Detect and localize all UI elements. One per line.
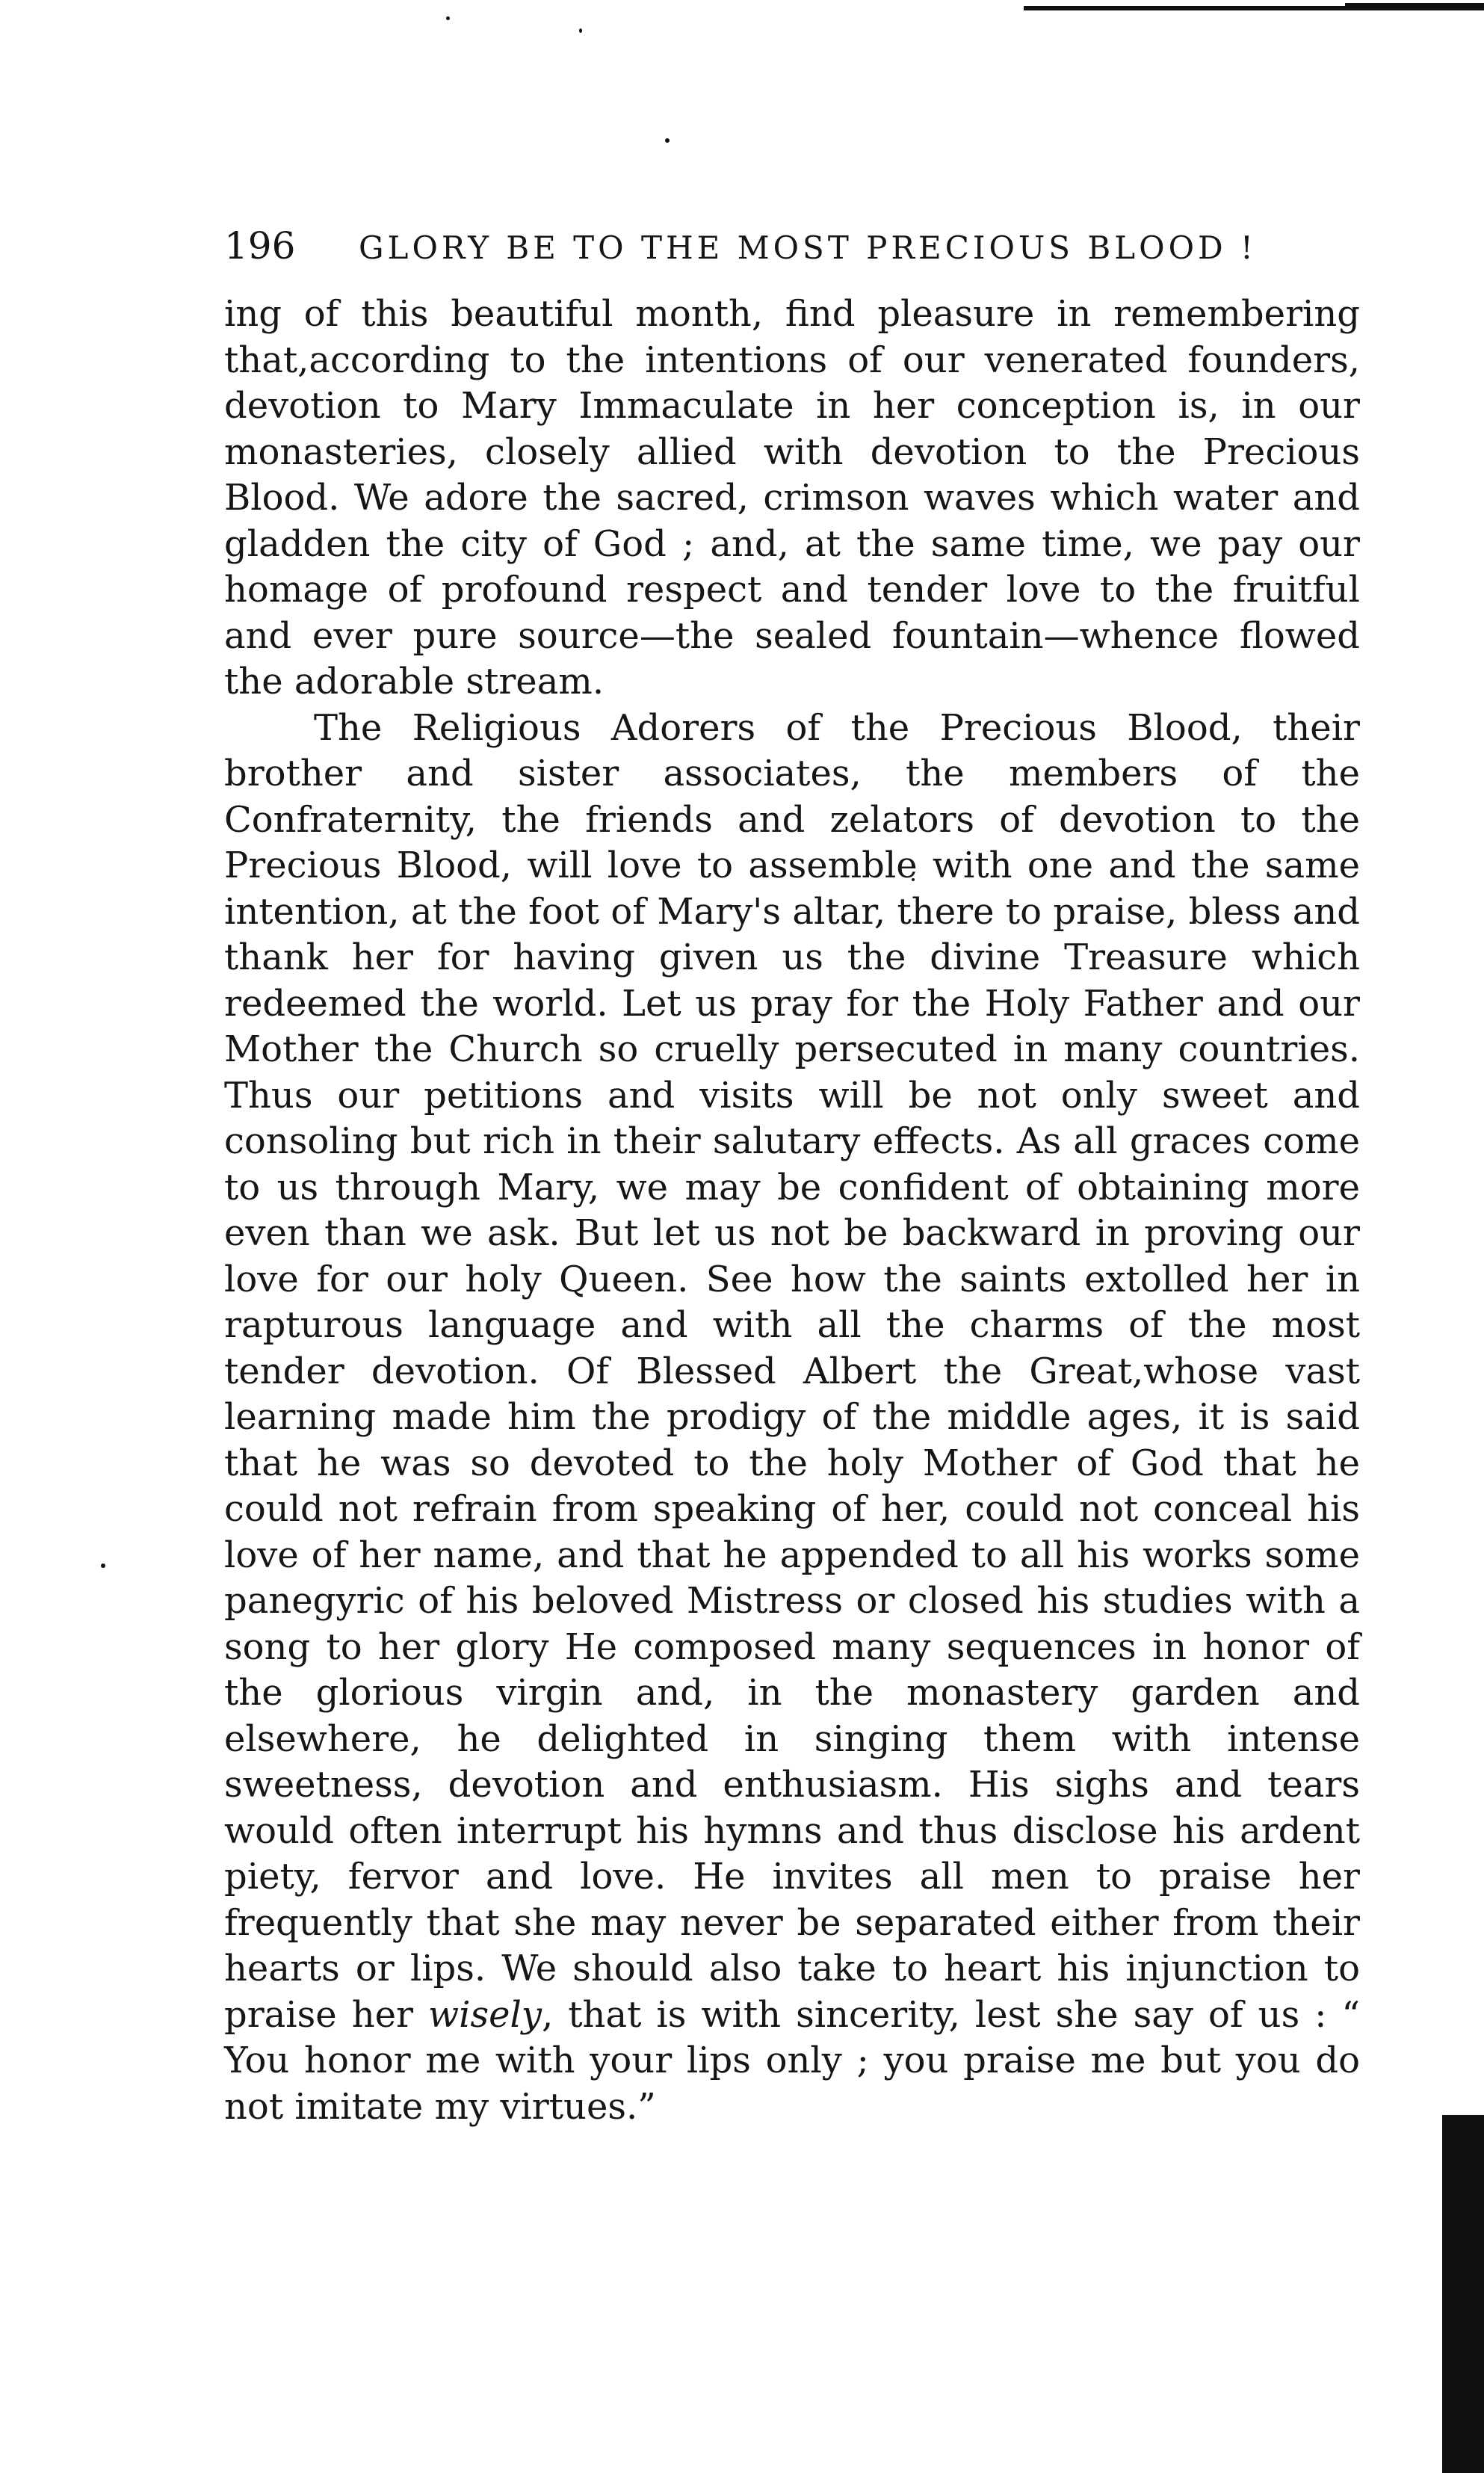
paragraph-1: ing of this beautiful month, find pleasure in remembering that,according to the intentions of our venerated founders, devotion to Mary Immaculate in her conception is, in our monasteries, closely allied with devotion to the Precious Blood. We adore the sacred, crimson waves which water and gladden the city of God ; and, at the same time, we pay our homage of profound respect and tender love to the fruitful and ever pure source—the sealed fountain—whence flowed the adorable stream. bbox=[224, 293, 1360, 703]
page-number: 196 bbox=[224, 224, 296, 268]
paragraph-2-text-a: The Religious Adorers of the Precious Blood, their brother and sister associates, the members of the Confraternity, the friends and zelators of devotion to the Precious Blood, will love to assemble with one and the same intention, at the foot of Mary's altar, there to praise, bless and thank her for having given us the divine Treasure which redeemed the world. Let us pray for the Holy Father and our Mother the Church so cruelly persecuted in many countries. Thus our petitions and visits will be not only sweet and consoling but rich in their salutary effects. As all graces come to us through Mary, we may be confident of obtaining more even than we ask. But let us not be backward in proving our love for our holy Queen. See how the saints extolled her in rapturous language and with all the charms of the most tender devotion. Of Blessed Albert the Great,whose vast learning made him the prodigy of the middle ages, it is said that he was so devoted to the holy Mother of God that he could not refrain from speaking of her, could not conceal his love of her name, and that he appended to all his works some panegyric of his beloved Mistress or closed his studies with a song to her glory He composed many sequences in honor of the glorious virgin and, in the monastery garden and elsewhere, he delighted in singing them with intense sweetness, devotion and enthusiasm. His sighs and tears would often interrupt his hymns and thus disclose his ardent piety, fervor and love. He invites all men to praise her frequently that she may never be separated either from their hearts or lips. We should also take to heart his injunction to praise her bbox=[224, 706, 1360, 2036]
paragraph-2-text-b: , that is with sincerity, lest she say of us : “ You honor me with your lips only ; you praise me but you do not imitate my virtues.” bbox=[224, 1993, 1360, 2128]
book-page bbox=[224, 224, 1360, 2130]
scan-speck bbox=[101, 1563, 105, 1568]
running-head bbox=[224, 224, 1360, 291]
scan-edge-shadow bbox=[1442, 2115, 1484, 2473]
emphasized-word: wisely bbox=[428, 1993, 542, 2036]
body-text bbox=[224, 291, 1360, 2130]
paragraph-2 bbox=[224, 706, 1360, 2131]
scan-speck bbox=[579, 28, 582, 33]
scan-top-rule-thick bbox=[1345, 3, 1484, 9]
running-head-title: GLORY BE TO THE MOST PRECIOUS BLOOD ! bbox=[359, 229, 1257, 266]
scan-speck bbox=[665, 138, 670, 143]
scan-speck bbox=[446, 16, 450, 20]
